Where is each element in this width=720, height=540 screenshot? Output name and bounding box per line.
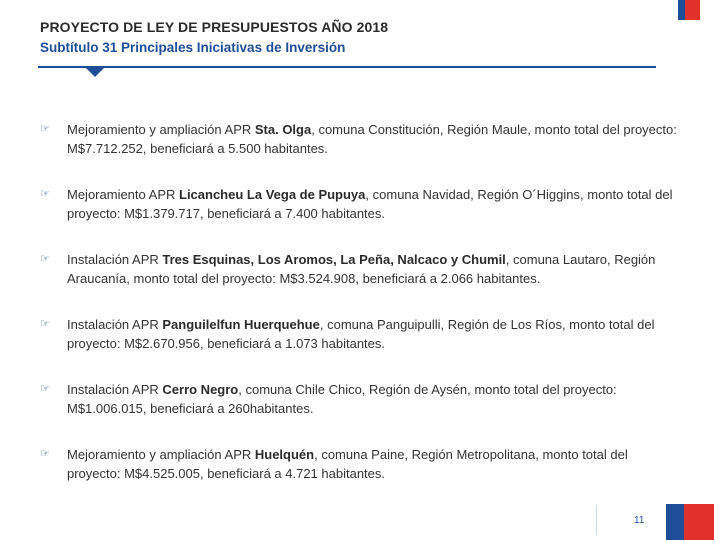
project-name: Huelquén xyxy=(254,447,315,462)
list-item: ☞ Instalación APR Tres Esquinas, Los Aromos, La Peña, Nalcaco y Chumil, comuna Lautaro, Región Araucanía, monto total del proyecto: M$3.524.908, beneficiará a 2.066 habitantes. xyxy=(40,252,656,286)
list-item: ☞ Mejoramiento APR Licancheu La Vega de Pupuya, comuna Navidad, Región O´Higgins, monto total del proyecto: M$1.379.717, beneficiará a 7.400 habitantes. xyxy=(40,187,673,221)
flag-stripe-bottom xyxy=(660,504,720,540)
pointing-hand-icon: ☞ xyxy=(40,188,50,200)
project-name: Licancheu La Vega de Pupuya xyxy=(179,187,366,202)
project-name: Panguilelfun Huerquehue xyxy=(162,317,320,332)
header xyxy=(40,18,388,57)
list-item: ☞ Mejoramiento y ampliación APR Huelquén, comuna Paine, Región Metropolitana, monto total del proyecto: M$4.525.005, beneficiará a 4.721 habitantes. xyxy=(40,447,628,481)
flag-stripe-top xyxy=(678,0,700,20)
page-number: 11 xyxy=(634,515,645,526)
page-title: PROYECTO DE LEY DE PRESUPUESTOS AÑO 2018 xyxy=(40,19,389,35)
list-item: ☞ Instalación APR Cerro Negro, comuna Chile Chico, Región de Aysén, monto total del proyecto: M$1.006.015, beneficiará a 260habitantes. xyxy=(40,382,617,416)
initiatives-list xyxy=(40,120,680,483)
divider-pointer-icon xyxy=(86,68,104,77)
project-name: Tres Esquinas, Los Aromos, La Peña, Nalcaco y Chumil xyxy=(162,252,506,267)
project-name: Sta. Olga xyxy=(254,122,312,137)
list-item: ☞ Instalación APR Panguilelfun Huerquehue, comuna Panguipulli, Región de Los Ríos, monto total del proyecto: M$2.670.956, beneficiará a 1.073 habitantes. xyxy=(40,317,655,351)
footer-divider xyxy=(596,505,597,535)
page-subtitle: Subtítulo 31 Principales Iniciativas de Inversión xyxy=(40,40,346,55)
pointing-hand-icon: ☞ xyxy=(40,318,50,330)
project-name: Cerro Negro xyxy=(162,382,239,397)
pointing-hand-icon: ☞ xyxy=(40,123,50,135)
pointing-hand-icon: ☞ xyxy=(40,253,50,265)
list-item: ☞ Mejoramiento y ampliación APR Sta. Olga, comuna Constitución, Región Maule, monto total del proyecto: M$7.712.252, beneficiará a 5.500 habitantes. xyxy=(40,122,677,156)
pointing-hand-icon: ☞ xyxy=(40,448,50,460)
pointing-hand-icon: ☞ xyxy=(40,383,50,395)
header-divider xyxy=(38,66,656,68)
